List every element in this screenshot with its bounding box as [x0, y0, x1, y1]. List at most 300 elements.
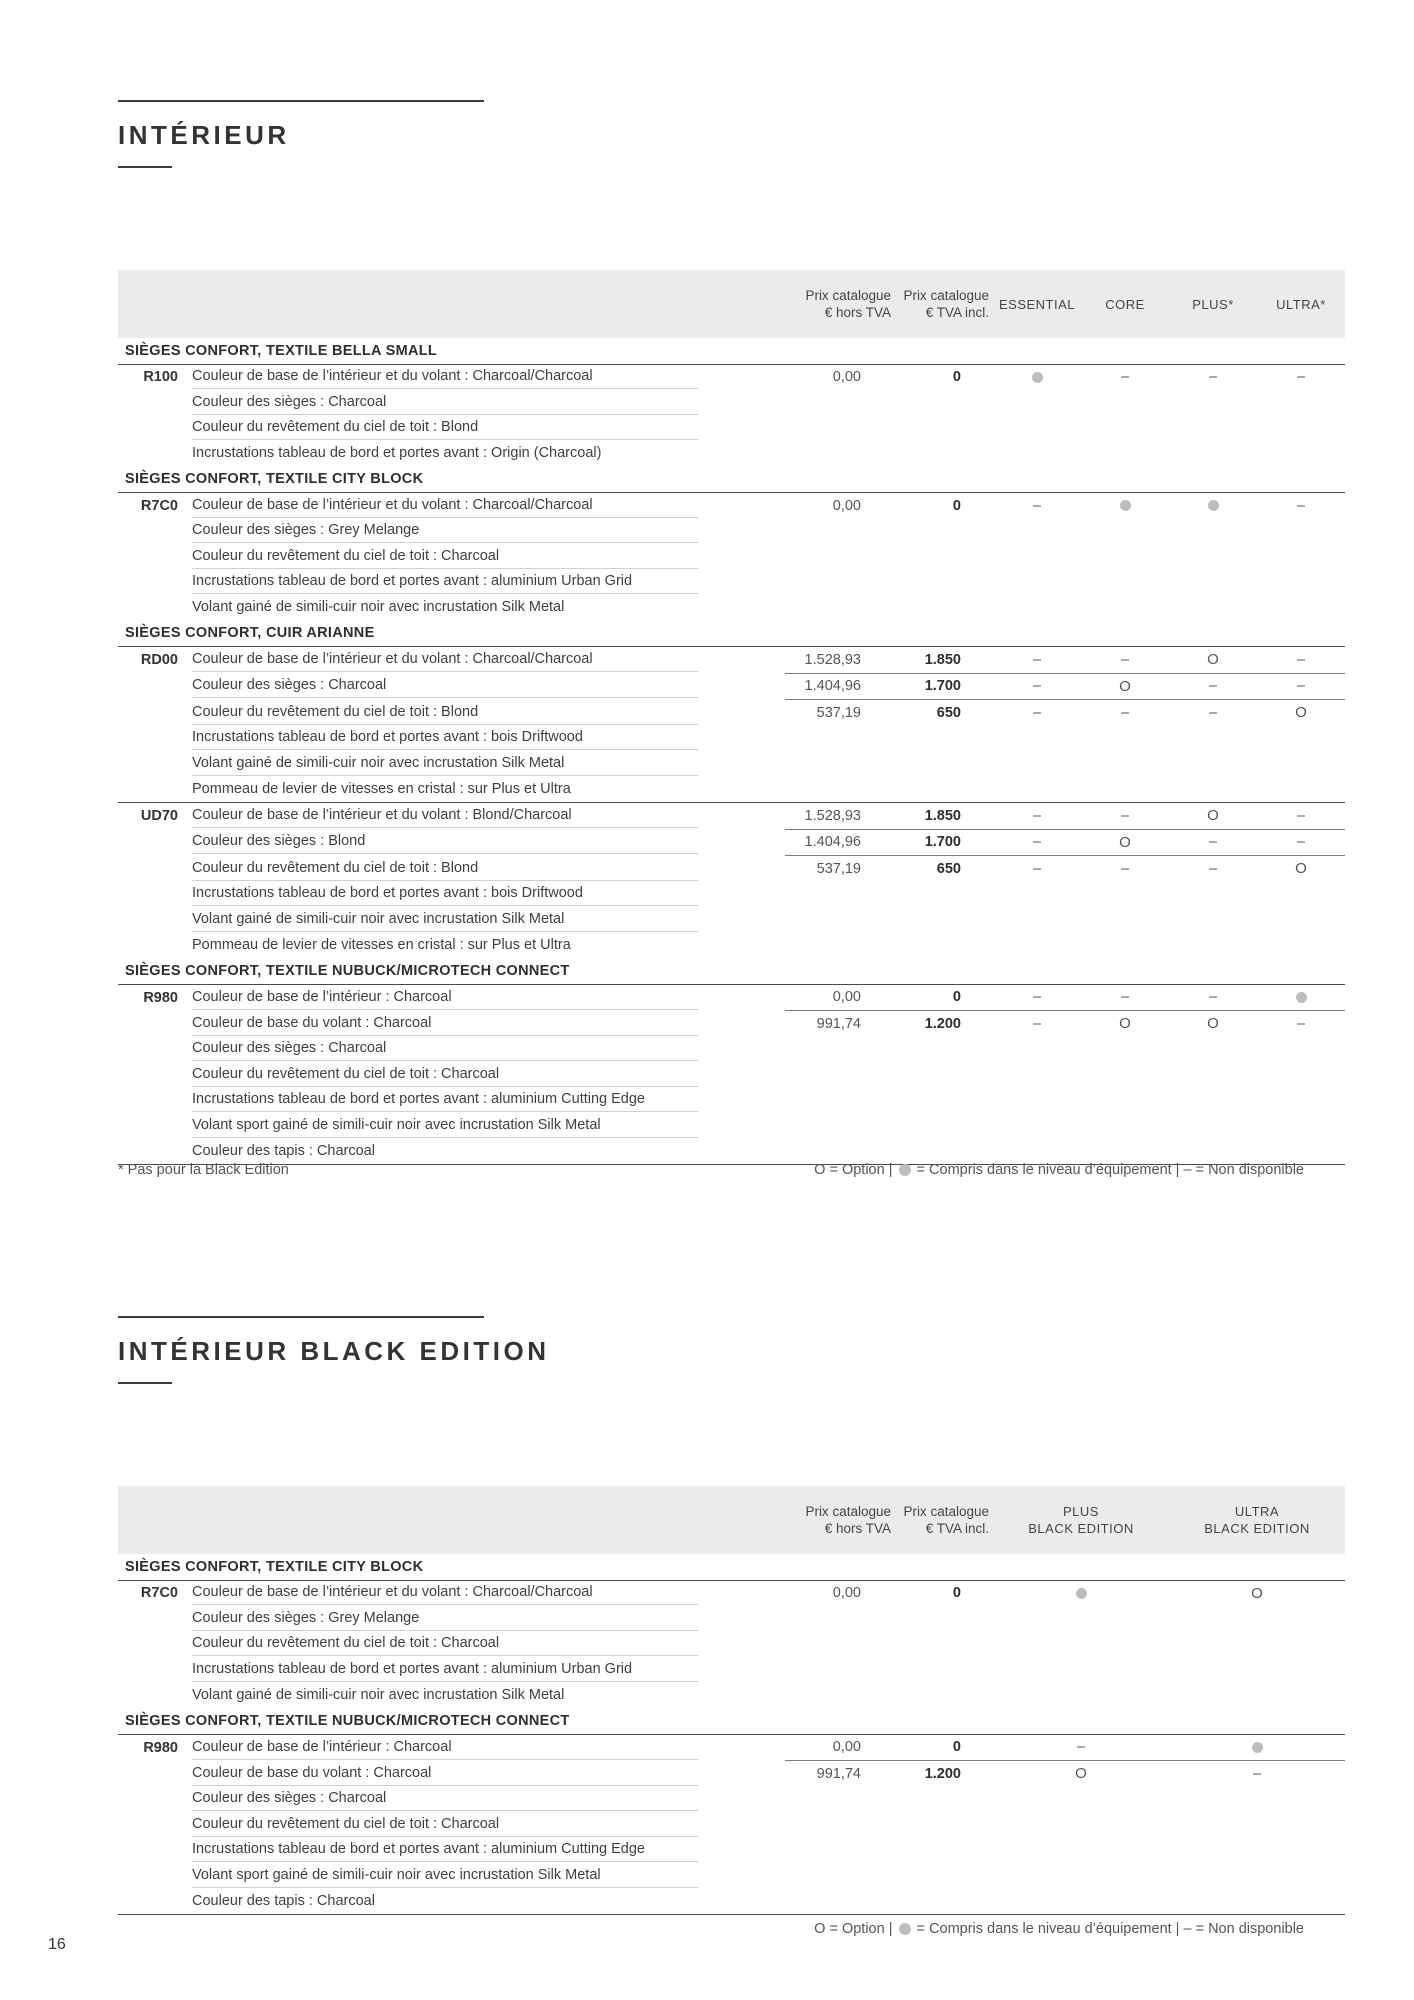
table-row	[118, 519, 1345, 545]
table-row	[118, 1139, 1345, 1165]
not-available-mark: –	[1120, 807, 1130, 824]
option-code	[118, 1632, 192, 1658]
description-cell	[192, 1037, 785, 1063]
description-text: Couleur de base du volant : Charcoal	[192, 1762, 698, 1786]
price-excl-vat: 0,00	[832, 1585, 861, 1602]
level-availability-cell	[1257, 595, 1345, 621]
description-cell	[192, 1889, 785, 1915]
option-code: RD00	[140, 652, 178, 668]
option-code	[118, 1761, 192, 1787]
legend-option-text: O = Option |	[814, 1921, 893, 1937]
level-availability-cell	[1081, 1062, 1169, 1088]
header-level-ultra: ULTRA*	[1257, 270, 1345, 338]
description-text: Couleur de base de l’intérieur et du volant : Charcoal/Charcoal	[192, 648, 698, 672]
option-mark: O	[1207, 807, 1219, 825]
description-text: Incrustations tableau de bord et portes avant : aluminium Urban Grid	[192, 1658, 698, 1682]
price-excl-vat	[785, 1787, 893, 1813]
level-availability-cell	[1081, 519, 1169, 545]
table-row	[118, 1761, 1345, 1787]
level-availability-cell	[1257, 726, 1345, 752]
not-available-mark: –	[1296, 834, 1306, 851]
section-interieur-heading	[118, 100, 484, 168]
level-availability-cell	[1081, 673, 1169, 700]
filled-dot-icon	[1208, 500, 1219, 511]
option-code	[118, 777, 192, 803]
description-cell	[192, 1113, 785, 1139]
description-text: Couleur des sièges : Charcoal	[192, 674, 698, 698]
option-code	[118, 907, 192, 933]
description-text: Couleur des sièges : Charcoal	[192, 1037, 698, 1061]
price-excl-vat	[785, 1632, 893, 1658]
level-availability-cell	[993, 1139, 1081, 1165]
level-availability-cell	[993, 1606, 1169, 1632]
section-title: INTÉRIEUR BLACK EDITION	[118, 1336, 550, 1366]
level-availability-cell	[1257, 673, 1345, 700]
option-code	[118, 1011, 192, 1037]
category-row	[118, 338, 1345, 364]
description-text: Pommeau de levier de vitesses en cristal : sur Plus et Ultra	[192, 936, 571, 953]
level-availability-cell	[993, 1580, 1169, 1606]
price-excl-vat: 537,19	[816, 704, 861, 721]
table-row	[118, 441, 1345, 467]
table-row	[118, 907, 1345, 933]
level-availability-cell	[993, 1889, 1169, 1915]
not-available-mark: –	[1252, 1765, 1262, 1782]
price-incl-vat	[893, 1657, 993, 1683]
description-cell	[192, 777, 785, 803]
price-incl-vat	[893, 1838, 993, 1864]
price-incl-vat: 1.850	[893, 803, 993, 830]
level-availability-cell	[1169, 700, 1257, 726]
description-text: Incrustations tableau de bord et portes avant : aluminium Urban Grid	[192, 570, 698, 594]
title-underline	[118, 1382, 172, 1384]
level-availability-cell	[1081, 1037, 1169, 1063]
level-availability-cell	[1257, 984, 1345, 1011]
filled-dot-icon	[1076, 1588, 1087, 1599]
level-availability-cell	[1257, 544, 1345, 570]
price-incl-vat: 0	[952, 1585, 961, 1602]
price-incl-vat	[893, 1683, 993, 1709]
description-cell	[192, 907, 785, 933]
header-price-excl-vat: Prix catalogue € hors TVA	[785, 270, 893, 338]
level-availability-cell	[1169, 984, 1257, 1011]
price-incl-vat	[893, 907, 993, 933]
description-cell	[192, 1062, 785, 1088]
table-body	[118, 338, 1345, 1165]
level-availability-cell	[1169, 1062, 1257, 1088]
level-availability-cell	[1169, 1787, 1345, 1813]
price-incl-vat	[893, 519, 993, 545]
level-availability-cell	[993, 493, 1081, 519]
description-text: Incrustations tableau de bord et portes avant : aluminium Cutting Edge	[192, 1838, 698, 1862]
description-cell	[192, 1787, 785, 1813]
header-price-incl-vat: Prix catalogue € TVA incl.	[893, 1486, 993, 1554]
header-code-cell	[118, 270, 192, 338]
description-text: Couleur des tapis : Charcoal	[192, 1892, 375, 1909]
legend-included-text: = Compris dans le niveau d’équipement | – = Non disponible	[916, 1921, 1304, 1937]
table-row	[118, 700, 1345, 726]
description-cell	[192, 416, 785, 442]
level-availability-cell	[993, 907, 1081, 933]
level-availability-cell	[1169, 493, 1257, 519]
level-availability-cell	[1081, 933, 1169, 959]
option-code: UD70	[118, 803, 192, 830]
price-excl-vat	[785, 1657, 893, 1683]
level-availability-cell	[1081, 751, 1169, 777]
table-row	[118, 984, 1345, 1011]
description-cell	[192, 856, 785, 882]
level-availability-cell	[993, 856, 1081, 882]
description-cell	[192, 647, 785, 674]
price-incl-vat: 1.200	[924, 1765, 961, 1782]
price-incl-vat: 0	[893, 1734, 993, 1761]
description-cell	[192, 751, 785, 777]
level-availability-cell	[1081, 416, 1169, 442]
price-excl-vat	[785, 882, 893, 908]
not-available-mark: –	[1120, 651, 1130, 668]
table-row	[118, 933, 1345, 959]
option-code	[118, 1812, 192, 1838]
filled-dot-icon	[1252, 1742, 1263, 1753]
description-text: Volant sport gainé de simili-cuir noir avec incrustation Silk Metal	[192, 1114, 698, 1138]
price-incl-vat	[893, 544, 993, 570]
price-incl-vat	[893, 1037, 993, 1063]
page-number: 16	[48, 1936, 66, 1953]
level-availability-cell	[993, 726, 1081, 752]
price-incl-vat	[893, 1606, 993, 1632]
level-availability-cell	[1257, 441, 1345, 467]
level-availability-cell	[1169, 1812, 1345, 1838]
header-level-essential: ESSENTIAL	[993, 270, 1081, 338]
table-row	[118, 1011, 1345, 1037]
level-availability-cell	[1257, 1037, 1345, 1063]
level-availability-cell	[1169, 751, 1257, 777]
level-availability-cell	[1257, 933, 1345, 959]
level-availability-cell	[993, 1113, 1081, 1139]
level-availability-cell	[1169, 1606, 1345, 1632]
price-excl-vat: 1.528,93	[785, 803, 893, 830]
table-row	[118, 364, 1345, 390]
price-incl-vat	[893, 1632, 993, 1658]
level-availability-cell	[1169, 390, 1257, 416]
description-cell	[192, 1761, 785, 1787]
not-available-mark: –	[1120, 989, 1130, 1006]
interior-options-table	[118, 270, 1345, 1165]
level-availability-cell	[1169, 933, 1257, 959]
level-availability-cell	[1257, 1113, 1345, 1139]
table-row	[118, 390, 1345, 416]
price-excl-vat: 991,74	[816, 1015, 861, 1032]
option-code	[118, 700, 192, 726]
description-text: Couleur de base de l’intérieur : Charcoal	[192, 986, 698, 1010]
level-availability-cell	[993, 1812, 1169, 1838]
description-text: Couleur du revêtement du ciel de toit : Blond	[192, 701, 698, 725]
description-cell	[192, 1734, 785, 1761]
level-availability-cell	[1081, 570, 1169, 596]
level-availability-cell	[993, 647, 1081, 674]
table-row	[118, 803, 1345, 830]
level-availability-cell	[1081, 726, 1169, 752]
level-availability-cell	[1257, 364, 1345, 390]
black-edition-options-table	[118, 1486, 1345, 1915]
description-cell	[192, 390, 785, 416]
option-code	[118, 595, 192, 621]
table-row	[118, 1580, 1345, 1606]
description-text: Volant gainé de simili-cuir noir avec incrustation Silk Metal	[192, 752, 698, 776]
price-incl-vat	[893, 1812, 993, 1838]
price-excl-vat: 1.404,96	[785, 829, 893, 856]
level-availability-cell	[1169, 1139, 1257, 1165]
description-cell	[192, 595, 785, 621]
level-availability-cell	[993, 519, 1081, 545]
price-excl-vat	[785, 1037, 893, 1063]
description-text: Couleur du revêtement du ciel de toit : Charcoal	[192, 1813, 698, 1837]
level-availability-cell	[993, 1683, 1169, 1709]
level-availability-cell	[1081, 984, 1169, 1011]
category-row	[118, 1554, 1345, 1580]
header-desc-cell	[192, 1486, 785, 1554]
description-text: Couleur de base de l’intérieur et du volant : Charcoal/Charcoal	[192, 494, 698, 518]
description-text: Couleur des sièges : Blond	[192, 830, 698, 854]
table-row	[118, 1683, 1345, 1709]
description-cell	[192, 882, 785, 908]
level-availability-cell	[993, 1088, 1081, 1114]
price-incl-vat	[893, 777, 993, 803]
level-availability-cell	[1169, 1113, 1257, 1139]
option-code	[118, 751, 192, 777]
price-incl-vat: 650	[936, 860, 961, 877]
level-availability-cell	[1257, 493, 1345, 519]
level-availability-cell	[1257, 416, 1345, 442]
price-incl-vat	[893, 1863, 993, 1889]
price-excl-vat	[785, 1139, 893, 1165]
level-availability-cell	[1169, 647, 1257, 674]
level-availability-cell	[1081, 364, 1169, 390]
level-availability-cell	[993, 1838, 1169, 1864]
level-availability-cell	[1169, 1657, 1345, 1683]
level-availability-cell	[1081, 595, 1169, 621]
table-row	[118, 1113, 1345, 1139]
option-code: R980	[143, 1739, 178, 1756]
level-availability-cell	[1169, 1734, 1345, 1761]
table-row	[118, 493, 1345, 519]
option-code	[118, 673, 192, 700]
category-row	[118, 621, 1345, 647]
level-availability-cell	[1081, 1088, 1169, 1114]
table-header	[118, 270, 1345, 338]
level-availability-cell	[993, 1761, 1169, 1787]
description-cell	[192, 673, 785, 700]
price-excl-vat: 537,19	[816, 860, 861, 877]
price-excl-vat	[785, 1683, 893, 1709]
description-cell	[192, 803, 785, 830]
description-cell	[192, 441, 785, 467]
option-mark: O	[1075, 1765, 1087, 1783]
option-code	[118, 416, 192, 442]
level-availability-cell	[1081, 829, 1169, 856]
header-level-plus: PLUS*	[1169, 270, 1257, 338]
level-availability-cell	[993, 595, 1081, 621]
price-excl-vat: 0,00	[832, 497, 861, 514]
table-row	[118, 1037, 1345, 1063]
price-excl-vat	[785, 777, 893, 803]
description-text: Volant gainé de simili-cuir noir avec incrustation Silk Metal	[192, 1686, 565, 1703]
level-availability-cell	[1169, 441, 1257, 467]
option-code	[118, 519, 192, 545]
table-row	[118, 1606, 1345, 1632]
level-availability-cell	[993, 829, 1081, 856]
level-availability-cell	[993, 1062, 1081, 1088]
not-available-mark: –	[1208, 989, 1218, 1006]
option-code: R100	[143, 369, 178, 386]
description-text: Couleur de base de l’intérieur : Charcoal	[192, 1736, 698, 1760]
level-availability-cell	[1081, 493, 1169, 519]
level-availability-cell	[1257, 907, 1345, 933]
option-code	[118, 1062, 192, 1088]
price-incl-vat	[893, 595, 993, 621]
table-row	[118, 595, 1345, 621]
level-availability-cell	[993, 1011, 1081, 1037]
table-row	[118, 751, 1345, 777]
level-availability-cell	[1169, 1683, 1345, 1709]
not-available-mark: –	[1208, 860, 1218, 877]
level-availability-cell	[1081, 1011, 1169, 1037]
table-row	[118, 1863, 1345, 1889]
not-available-mark: –	[1076, 1739, 1086, 1756]
description-cell	[192, 364, 785, 390]
description-cell	[192, 1632, 785, 1658]
description-text: Couleur des tapis : Charcoal	[192, 1142, 375, 1159]
level-availability-cell	[1081, 1113, 1169, 1139]
table-header	[118, 1486, 1345, 1554]
filled-dot-icon	[1296, 992, 1307, 1003]
description-text: Couleur des sièges : Grey Melange	[192, 1607, 698, 1631]
level-availability-cell	[993, 1037, 1081, 1063]
price-incl-vat	[893, 726, 993, 752]
category-title: SIÈGES CONFORT, TEXTILE CITY BLOCK	[118, 467, 1345, 493]
not-available-mark: –	[1296, 807, 1306, 824]
table-row	[118, 777, 1345, 803]
description-text: Couleur de base de l’intérieur et du volant : Charcoal/Charcoal	[192, 365, 698, 389]
table-row	[118, 1889, 1345, 1915]
level-availability-cell	[1257, 777, 1345, 803]
level-availability-cell	[1169, 1761, 1345, 1787]
level-availability-cell	[1169, 777, 1257, 803]
level-availability-cell	[1081, 390, 1169, 416]
section-black-edition-heading	[118, 1316, 550, 1384]
description-text: Pommeau de levier de vitesses en cristal : sur Plus et Ultra	[192, 780, 571, 797]
price-incl-vat: 1.700	[893, 829, 993, 856]
price-incl-vat	[893, 570, 993, 596]
header-price-incl-vat: Prix catalogue € TVA incl.	[893, 270, 993, 338]
header-desc-cell	[192, 270, 785, 338]
price-excl-vat	[785, 907, 893, 933]
not-available-mark: –	[1208, 678, 1218, 695]
table-row	[118, 570, 1345, 596]
table-row	[118, 856, 1345, 882]
level-availability-cell	[993, 390, 1081, 416]
level-availability-cell	[1169, 1011, 1257, 1037]
category-title: SIÈGES CONFORT, TEXTILE BELLA SMALL	[118, 338, 1345, 364]
level-availability-cell	[993, 1787, 1169, 1813]
price-excl-vat	[785, 390, 893, 416]
level-availability-cell	[993, 882, 1081, 908]
price-incl-vat	[893, 441, 993, 467]
description-cell	[192, 1139, 785, 1165]
level-availability-cell	[993, 700, 1081, 726]
level-availability-cell	[1257, 1139, 1345, 1165]
legend-option-text: O = Option |	[814, 1162, 893, 1178]
table-row	[118, 544, 1345, 570]
level-availability-cell	[1257, 700, 1345, 726]
not-available-mark: –	[1032, 834, 1042, 851]
level-availability-cell	[993, 1632, 1169, 1658]
not-available-mark: –	[1208, 369, 1218, 386]
description-text: Couleur de base de l’intérieur et du volant : Charcoal/Charcoal	[192, 1581, 698, 1605]
category-title: SIÈGES CONFORT, TEXTILE CITY BLOCK	[118, 1554, 1345, 1580]
description-cell	[192, 1812, 785, 1838]
level-availability-cell	[1257, 570, 1345, 596]
level-availability-cell	[993, 803, 1081, 830]
price-excl-vat	[785, 519, 893, 545]
price-excl-vat: 0,00	[785, 1734, 893, 1761]
filled-dot-icon	[899, 1164, 911, 1176]
level-availability-cell	[1081, 700, 1169, 726]
description-cell	[192, 1011, 785, 1037]
option-code	[118, 570, 192, 596]
header-level-ultra-black-edition: ULTRA BLACK EDITION	[1169, 1486, 1345, 1554]
category-row	[118, 958, 1345, 984]
level-availability-cell	[993, 570, 1081, 596]
option-code: R980	[143, 989, 178, 1006]
option-code	[118, 390, 192, 416]
price-excl-vat	[785, 1838, 893, 1864]
option-code	[118, 1838, 192, 1864]
level-availability-cell	[1169, 882, 1257, 908]
header-level-core: CORE	[1081, 270, 1169, 338]
category-title: SIÈGES CONFORT, CUIR ARIANNE	[118, 621, 1345, 647]
category-row	[118, 1708, 1345, 1734]
description-text: Incrustations tableau de bord et portes avant : Origin (Charcoal)	[192, 445, 602, 462]
table-body	[118, 1554, 1345, 1915]
legend-included-text: = Compris dans le niveau d’équipement | – = Non disponible	[916, 1162, 1304, 1178]
option-mark: O	[1207, 1015, 1219, 1033]
level-availability-cell	[1169, 416, 1257, 442]
level-availability-cell	[1169, 570, 1257, 596]
price-incl-vat: 0	[952, 369, 961, 386]
option-mark: O	[1119, 677, 1131, 695]
description-cell	[192, 1838, 785, 1864]
description-cell	[192, 726, 785, 752]
footnote: * Pas pour la Black Edition	[118, 1162, 289, 1178]
table-row	[118, 882, 1345, 908]
price-incl-vat	[893, 416, 993, 442]
level-availability-cell	[993, 777, 1081, 803]
level-availability-cell	[993, 1863, 1169, 1889]
legend	[814, 1921, 1304, 1937]
price-excl-vat	[785, 441, 893, 467]
price-incl-vat: 1.700	[893, 673, 993, 700]
table-row	[118, 1062, 1345, 1088]
option-code	[118, 1657, 192, 1683]
level-availability-cell	[1257, 751, 1345, 777]
price-excl-vat	[785, 416, 893, 442]
option-code	[118, 1889, 192, 1915]
level-availability-cell	[993, 1734, 1169, 1761]
option-code	[118, 1787, 192, 1813]
description-cell	[192, 544, 785, 570]
description-text: Incrustations tableau de bord et portes avant : aluminium Cutting Edge	[192, 1088, 698, 1112]
